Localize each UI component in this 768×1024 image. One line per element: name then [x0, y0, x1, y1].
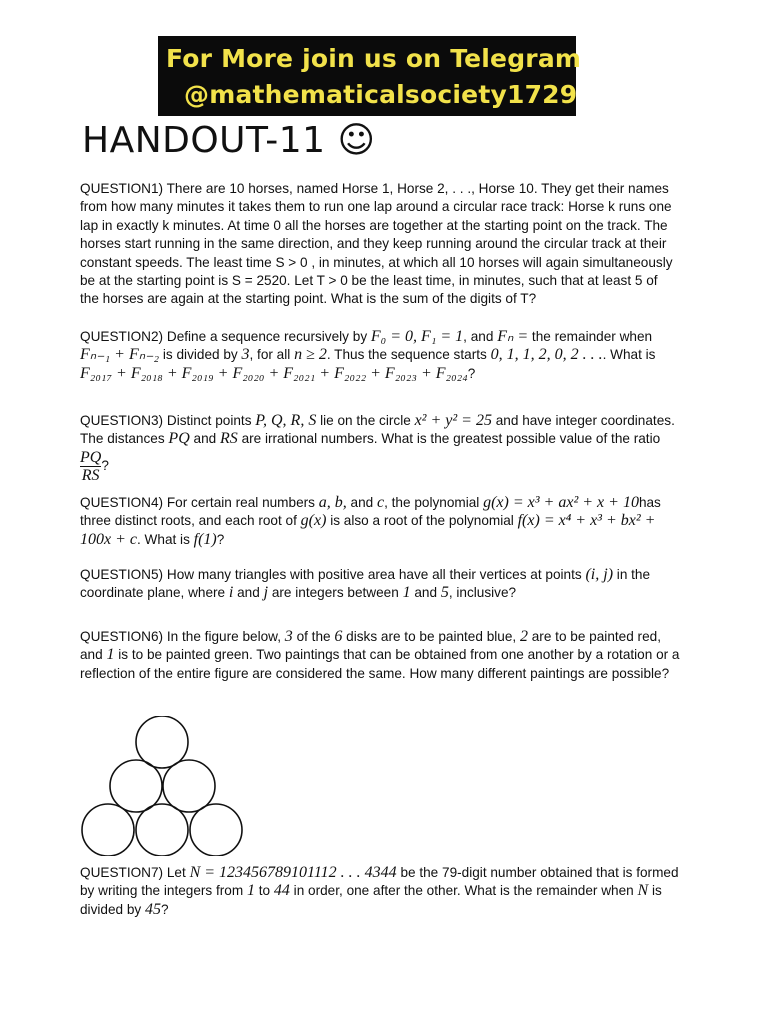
q6-math-1: 3	[284, 628, 293, 645]
disk-middle-left	[110, 760, 162, 812]
question-4	[80, 494, 680, 549]
banner-line-2: @mathematicalsociety1729	[184, 80, 578, 109]
q2-text-g: . What is	[602, 347, 656, 363]
q3-text-a: Distinct points	[166, 413, 252, 428]
q4-math-3: g(x) = x³ + ax² + x + 10	[483, 494, 639, 511]
q3-math-3: PQ	[168, 430, 190, 448]
question-1	[80, 180, 680, 309]
q5-text-c: and	[237, 585, 260, 601]
q6-text-c: disks are to be painted blue,	[346, 629, 517, 644]
q3-ratio-denominator: RS	[81, 466, 100, 484]
q6-math-2: 6	[334, 628, 343, 645]
q2-text-d: is divided by	[162, 347, 238, 363]
q4-math-1: a, b,	[318, 494, 347, 511]
q2-math-1: F₀ = 0, F₁ = 1	[370, 328, 464, 345]
q4-math-6: f(1)	[193, 530, 217, 548]
banner-line-1: For More join us on Telegram	[166, 44, 582, 73]
q7-math-4: N	[637, 882, 649, 900]
q7-math-5: 45	[145, 900, 161, 918]
q3-math-1: P, Q, R, S	[255, 412, 317, 429]
telegram-banner	[158, 36, 582, 116]
q5-math-2: i	[228, 584, 234, 602]
question-6	[80, 628, 680, 683]
q2-label: QUESTION2)	[80, 329, 164, 344]
q2-math-4: 3	[241, 346, 250, 364]
q4-text-e: is also a root of the polynomial	[330, 513, 514, 529]
q5-text-e: and	[414, 585, 438, 601]
six-disks-figure	[80, 716, 250, 856]
q3-label: QUESTION3)	[80, 413, 164, 428]
q1-text: There are 10 horses, named Horse 1, Horse 2, . . ., Horse 10. They get their names from how many minutes it takes them to run one lap around a circular race track: Horse k runs one lap in exactly k minutes. At time 0 all the horses are together at the starting point on the track. The horses start running in the same direction, and they keep running around the circular track at their constant speeds. The least time S > 0 , in minutes, at which all 10 horses will again simultaneously be at the starting point is S = 2520. Let T > 0 be the least time, in minutes, such that at least 5 of the horses are again at the starting point. What is the sum of the digits of T?	[80, 181, 673, 307]
q2-text-e: , for all	[249, 347, 291, 363]
q5-math-4: 1	[402, 584, 411, 602]
q3-text-f: ?	[101, 457, 109, 473]
q5-text-f: , inclusive?	[448, 585, 517, 601]
q4-math-4: g(x)	[300, 512, 327, 530]
question-3	[80, 412, 680, 484]
q4-text-f: . What is	[137, 531, 190, 547]
q1-label: QUESTION1)	[80, 181, 164, 196]
q2-math-2: Fₙ =	[497, 328, 529, 345]
q7-math-1: N = 123456789101112 . . . 4344	[189, 864, 397, 881]
q2-math-5: n ≥ 2	[294, 346, 327, 364]
disk-bottom-right	[190, 804, 242, 856]
q6-text-d: are to be painted red, and	[80, 629, 661, 663]
q2-text-a: Define a sequence recursively by	[166, 329, 368, 344]
q3-text-e: are irrational numbers. What is the greatest possible value of the ratio	[241, 431, 661, 447]
disk-bottom-center	[136, 804, 188, 856]
q3-text-b: lie on the circle	[320, 413, 411, 428]
q2-math-7: F₂₀₁₇ + F₂₀₁₈ + F₂₀₁₉ + F₂₀₂₀ + F₂₀₂₁ + F₂₀₂₂ + F₂₀₂₃ + F₂₀₂₄	[80, 364, 468, 382]
question-7	[80, 864, 680, 919]
q6-text-e: is to be painted green. Two paintings that can be obtained from one another by a rotation or a reflection of the entire figure are considered the same. How many different paintings are possible?	[80, 647, 680, 681]
q3-text-c: and have integer coordinates. The distances	[80, 413, 675, 447]
q7-text-b: be the 79-digit number obtained that is formed by writing the integers from	[80, 865, 679, 899]
q4-text-d: has three distinct roots, and each root of	[80, 495, 661, 529]
q6-math-3: 2	[519, 628, 528, 645]
q2-math-6: 0, 1, 1, 2, 0, 2 . . .	[490, 346, 603, 364]
q5-math-1: (i, j)	[585, 566, 614, 583]
q5-label: QUESTION5)	[80, 567, 164, 582]
q5-text-d: are integers between	[271, 585, 399, 601]
q6-label: QUESTION6)	[80, 629, 164, 644]
disk-top	[136, 716, 188, 768]
q7-label: QUESTION7)	[80, 865, 164, 880]
q3-text-d: and	[193, 431, 217, 447]
q3-math-2: x² + y² = 25	[414, 412, 492, 429]
q4-label: QUESTION4)	[80, 495, 164, 510]
disk-bottom-left	[82, 804, 134, 856]
q3-ratio-fraction	[80, 449, 101, 484]
disk-middle-right	[163, 760, 215, 812]
question-2	[80, 328, 680, 383]
q7-text-c: to	[258, 883, 271, 899]
q4-math-5: f(x) = x⁴ + x³ + bx² + 100x + c	[80, 512, 656, 548]
q7-text-a: Let	[166, 865, 186, 880]
q3-ratio-numerator: PQ	[80, 448, 102, 466]
q7-text-d: in order, one after the other. What is the remainder when	[293, 883, 634, 899]
q4-text-g: ?	[216, 531, 225, 547]
question-5	[80, 566, 680, 603]
q5-math-5: 5	[440, 584, 449, 602]
q2-math-3: Fₙ₋₁ + Fₙ₋₂	[80, 346, 160, 364]
q2-text-h: ?	[467, 365, 476, 381]
q4-text-b: and	[350, 495, 374, 510]
q4-math-2: c	[376, 494, 385, 511]
q7-math-2: 1	[246, 882, 255, 900]
q4-text-c: , the polynomial	[384, 495, 480, 510]
q7-math-3: 44	[273, 882, 290, 900]
handout-title: HANDOUT-11 ☺	[82, 120, 376, 161]
q5-math-3: j	[263, 584, 269, 602]
q7-text-f: ?	[161, 901, 169, 917]
q2-text-b: , and	[463, 329, 494, 344]
q7-text-e: is divided by	[80, 883, 662, 917]
q4-text-a: For certain real numbers	[166, 495, 315, 510]
q6-text-b: of the	[296, 629, 331, 644]
q6-text-a: In the figure below,	[166, 629, 281, 644]
q2-text-f: . Thus the sequence starts	[326, 347, 487, 363]
q5-text-a: How many triangles with positive area have all their vertices at points	[166, 567, 582, 582]
q2-text-c: the remainder when	[531, 329, 653, 344]
q6-math-4: 1	[106, 646, 115, 664]
q3-math-4: RS	[220, 430, 238, 448]
q5-text-b: in the coordinate plane, where	[80, 567, 651, 601]
